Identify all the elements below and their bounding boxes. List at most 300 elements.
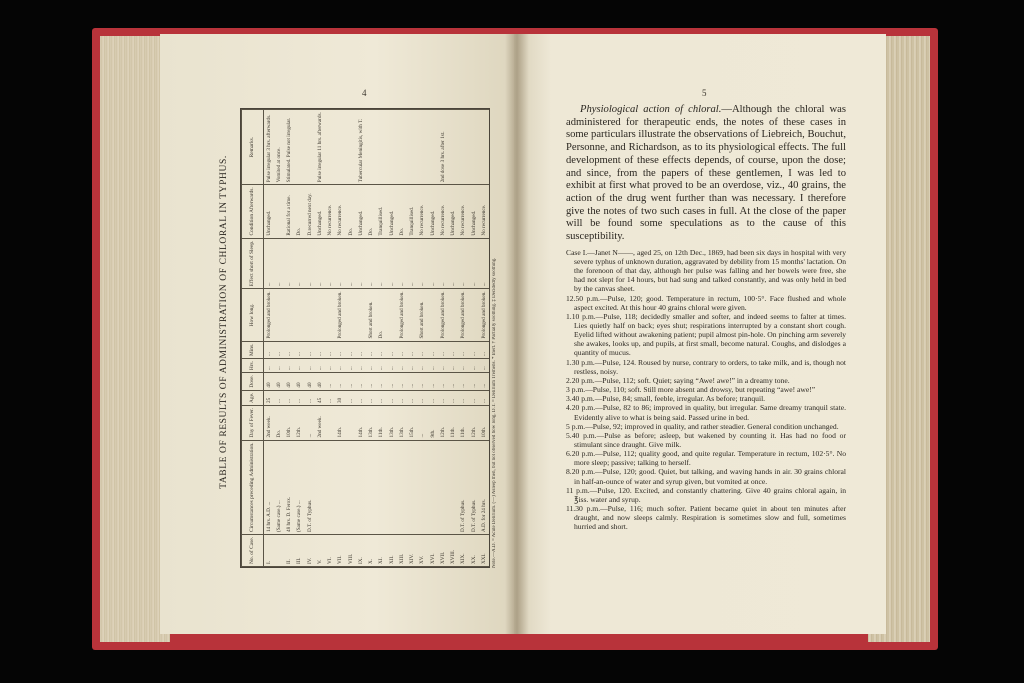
table-cell bbox=[387, 289, 397, 341]
case-note-entry: 11.30 p.m.—Pulse, 116; much softer. Patient became quiet in about ten minutes after draught, and now sleeps calmly. Respiration is sometimes slow and full, sometimes hurried and short. bbox=[566, 504, 846, 532]
table-cell: Unchanged. bbox=[264, 185, 274, 238]
table-cell bbox=[366, 110, 376, 185]
table-cell: Do. bbox=[274, 405, 284, 440]
table-row bbox=[407, 110, 417, 567]
case-note-entry: 11 p.m.—Pulse, 120. Excited, and constantly chattering. Give 40 grains chloral again, in ℥iss. water and syrup. bbox=[566, 485, 846, 504]
table-cell: 9th. bbox=[428, 405, 438, 440]
table-cell bbox=[397, 110, 407, 185]
table-cell: Prolonged and broken. bbox=[458, 289, 468, 341]
table-cell: Unchanged. bbox=[448, 185, 458, 238]
table-cell bbox=[448, 289, 458, 341]
results-table bbox=[240, 108, 490, 568]
table-cell bbox=[294, 110, 304, 185]
table-cell: ... bbox=[458, 238, 468, 289]
table-cell bbox=[305, 110, 315, 185]
table-cell: Short and broken. bbox=[417, 289, 427, 341]
table-cell: ... bbox=[335, 359, 345, 373]
table-cell: ... bbox=[448, 341, 458, 358]
table-cell: ... bbox=[479, 238, 489, 289]
table-cell bbox=[284, 289, 294, 341]
table-cell: ... bbox=[366, 359, 376, 373]
table-cell: ... bbox=[284, 238, 294, 289]
table-cell bbox=[376, 110, 386, 185]
table-row bbox=[294, 110, 304, 567]
table-body bbox=[264, 110, 490, 567]
table-cell: ... bbox=[264, 238, 274, 289]
case-note-entry: 5.40 p.m.—Pulse as before; asleep, but wakened by counting it. Has had no food or stimulant since draught. Give milk. bbox=[566, 430, 846, 450]
table-cell: ... bbox=[305, 390, 315, 405]
table-cell bbox=[274, 185, 284, 238]
table-cell: 14 hrs. A.D. ... bbox=[264, 440, 274, 535]
table-cell: XXI. bbox=[479, 535, 489, 567]
table-cell bbox=[479, 110, 489, 185]
table-header-cell: No. of Case. bbox=[242, 535, 264, 567]
table-cell: ... bbox=[387, 359, 397, 373]
table-cell: ... bbox=[407, 341, 417, 358]
table-cell bbox=[315, 289, 325, 341]
table-cell bbox=[346, 405, 356, 440]
table-cell: 25 bbox=[264, 390, 274, 405]
table-cell: D.T. of Typhus. bbox=[458, 440, 468, 535]
table-cell: ... bbox=[417, 359, 427, 373]
table-cell: ... bbox=[315, 341, 325, 358]
table-cell bbox=[305, 289, 315, 341]
table-cell: 2nd week. bbox=[315, 405, 325, 440]
table-cell: 40 bbox=[284, 373, 294, 390]
table-cell: 40 bbox=[264, 373, 274, 390]
table-cell bbox=[469, 110, 479, 185]
case-note-entry: 8.20 p.m.—Pulse, 120; good. Quiet, but talking, and waving hands in air. 30 grains chloral in half-an-ounce of water and syrup given, but vomited at once. bbox=[566, 467, 846, 486]
results-table-container bbox=[240, 108, 490, 568]
table-cell: ... bbox=[417, 341, 427, 358]
table-cell: ... bbox=[376, 359, 386, 373]
table-cell: 2nd week. bbox=[264, 405, 274, 440]
table-cell: Do. bbox=[376, 289, 386, 341]
table-cell: ... bbox=[438, 359, 448, 373]
table-cell: 45 bbox=[315, 390, 325, 405]
table-row bbox=[469, 110, 479, 567]
table-cell: ... bbox=[458, 359, 468, 373]
table-cell bbox=[458, 110, 468, 185]
table-cell: 10th. bbox=[284, 405, 294, 440]
table-cell: ... bbox=[397, 373, 407, 390]
table-cell: ... bbox=[335, 238, 345, 289]
table-cell: ... bbox=[376, 341, 386, 358]
table-header-cell: Condition Afterwards. bbox=[242, 185, 264, 238]
table-cell: ... bbox=[346, 238, 356, 289]
table-cell: ... bbox=[315, 359, 325, 373]
table-cell: 2nd dose 3 hrs. after 1st. bbox=[438, 110, 448, 185]
table-cell: 10th. bbox=[479, 405, 489, 440]
table-cell: 11th. bbox=[448, 405, 458, 440]
table-cell: XVI. bbox=[428, 535, 438, 567]
table-cell: ... bbox=[305, 359, 315, 373]
table-header-cell: Circumstances preceding Administration. bbox=[242, 440, 264, 535]
table-cell bbox=[315, 440, 325, 535]
table-cell: ... bbox=[346, 390, 356, 405]
table-row bbox=[438, 110, 448, 567]
table-cell: Stimulated. Pulse not irregular. bbox=[284, 110, 294, 185]
case-notes bbox=[566, 248, 846, 532]
case-note-entry: 3.40 p.m.—Pulse, 84; small, feeble, irregular. As before; tranquil. bbox=[566, 394, 766, 404]
table-cell: 13th. bbox=[366, 405, 376, 440]
table-cell: 12th. bbox=[469, 405, 479, 440]
table-cell: ... bbox=[387, 238, 397, 289]
table-cell: ... bbox=[356, 373, 366, 390]
table-header-cell: Remarks. bbox=[242, 110, 264, 185]
table-cell: VIII. bbox=[346, 535, 356, 567]
table-cell: V. bbox=[315, 535, 325, 567]
table-header-cell: Mins. bbox=[242, 341, 264, 358]
table-cell bbox=[428, 110, 438, 185]
table-cell bbox=[335, 110, 345, 185]
table-cell: 12th. bbox=[294, 405, 304, 440]
table-cell: XIV. bbox=[407, 535, 417, 567]
table-cell: ... bbox=[284, 359, 294, 373]
table-cell: ... bbox=[479, 359, 489, 373]
table-cell: ... bbox=[305, 405, 315, 440]
table-row bbox=[397, 110, 407, 567]
table-cell: Rational for a time. bbox=[284, 185, 294, 238]
table-cell bbox=[387, 440, 397, 535]
table-cell bbox=[356, 289, 366, 341]
table-cell: ... bbox=[376, 390, 386, 405]
table-cell: No recurrence. bbox=[479, 185, 489, 238]
table-row bbox=[305, 110, 315, 567]
table-cell: ... bbox=[387, 373, 397, 390]
table-cell: ... bbox=[428, 238, 438, 289]
table-cell: ... bbox=[428, 359, 438, 373]
page-number-right: 5 bbox=[702, 88, 707, 98]
table-cell bbox=[325, 405, 335, 440]
table-cell: ... bbox=[325, 373, 335, 390]
table-cell: I. bbox=[264, 535, 274, 567]
table-cell: ... bbox=[335, 373, 345, 390]
table-cell: XIII. bbox=[397, 535, 407, 567]
table-cell bbox=[366, 440, 376, 535]
table-cell: ... bbox=[479, 373, 489, 390]
table-cell: ... bbox=[407, 359, 417, 373]
table-cell: Do. bbox=[366, 185, 376, 238]
table-cell: Prolonged and broken. bbox=[335, 289, 345, 341]
table-cell: 11th. bbox=[376, 405, 386, 440]
table-cell: ... bbox=[294, 390, 304, 405]
table-cell: ... bbox=[458, 373, 468, 390]
table-cell: ... bbox=[407, 238, 417, 289]
table-cell: ... bbox=[479, 341, 489, 358]
table-cell: ... bbox=[325, 390, 335, 405]
table-title: TABLE OF RESULTS OF ADMINISTRATION OF CHLORAL IN TYPHUS. bbox=[219, 155, 229, 489]
table-cell: Do. bbox=[294, 185, 304, 238]
page-number-left: 4 bbox=[362, 88, 367, 98]
table-row bbox=[335, 110, 345, 567]
table-cell: ... bbox=[469, 238, 479, 289]
intro-paragraph bbox=[566, 104, 846, 244]
table-cell: 14th. bbox=[356, 405, 366, 440]
table-cell: ... bbox=[274, 341, 284, 358]
table-cell: ... bbox=[428, 390, 438, 405]
table-cell: III. bbox=[294, 535, 304, 567]
table-row bbox=[284, 110, 294, 567]
table-cell: ... bbox=[274, 359, 284, 373]
table-cell: Unchanged. bbox=[469, 185, 479, 238]
table-cell: IV. bbox=[305, 535, 315, 567]
table-cell: X. bbox=[366, 535, 376, 567]
table-cell: ... bbox=[397, 341, 407, 358]
table-cell: ... bbox=[438, 341, 448, 358]
table-cell: ... bbox=[438, 390, 448, 405]
table-cell: ... bbox=[294, 341, 304, 358]
table-cell bbox=[407, 289, 417, 341]
table-cell: ... bbox=[366, 390, 376, 405]
table-cell: ... bbox=[366, 341, 376, 358]
table-cell: XVIII. bbox=[448, 535, 458, 567]
table-cell: Prolonged and broken. bbox=[479, 289, 489, 341]
table-cell bbox=[346, 289, 356, 341]
table-cell: D.T. of Typhus. bbox=[305, 440, 315, 535]
table-row bbox=[479, 110, 489, 567]
table-cell: 14th. bbox=[335, 405, 345, 440]
table-cell: Vomited at once. bbox=[274, 110, 284, 185]
table-cell: ... bbox=[417, 405, 427, 440]
table-cell: ... bbox=[346, 359, 356, 373]
table-row bbox=[417, 110, 427, 567]
table-cell: Pulse irregular 11 hrs. afterwards. bbox=[315, 110, 325, 185]
table-cell: ... bbox=[407, 390, 417, 405]
table-cell: ... bbox=[274, 238, 284, 289]
table-cell: ... bbox=[448, 359, 458, 373]
table-note bbox=[492, 108, 500, 568]
table-cell: D.recurred next day. bbox=[305, 185, 315, 238]
table-cell: ... bbox=[346, 373, 356, 390]
table-cell: II. bbox=[284, 535, 294, 567]
case-note-entry: 1.10 p.m.—Pulse, 118; decidedly smaller and softer, and indeed seems to falter at times. Lies quietly half on back; eyes shut; respirations interrupted by a constant short cough. Eyelid lifted without awakening patient; pupil almost pin-hole. On pinching arm severely she awakes, looks up, and pupils, at first small, become natural. Coughs, and dislodges a quantity of mucus. bbox=[566, 311, 846, 358]
table-cell: ... bbox=[294, 359, 304, 373]
table-cell: Short and broken. bbox=[366, 289, 376, 341]
book-gutter bbox=[505, 34, 529, 634]
table-cell: ... bbox=[469, 341, 479, 358]
table-row bbox=[428, 110, 438, 567]
table-cell: 13th. bbox=[397, 405, 407, 440]
table-row bbox=[376, 110, 386, 567]
table-row bbox=[387, 110, 397, 567]
table-cell: D.T. of Typhus. bbox=[469, 440, 479, 535]
table-cell: ... bbox=[356, 238, 366, 289]
table-cell: ... bbox=[397, 390, 407, 405]
table-cell: ... bbox=[458, 341, 468, 358]
table-cell: No recurrence. bbox=[458, 185, 468, 238]
table-cell bbox=[407, 440, 417, 535]
table-cell: ... bbox=[397, 359, 407, 373]
table-cell: ... bbox=[448, 238, 458, 289]
table-cell: VII. bbox=[335, 535, 345, 567]
table-cell: 40 bbox=[274, 373, 284, 390]
table-cell: 13th. bbox=[387, 405, 397, 440]
table-cell: No recurrence. bbox=[325, 185, 335, 238]
table-cell: Prolonged and broken. bbox=[264, 289, 274, 341]
table-cell: XX. bbox=[469, 535, 479, 567]
table-cell: ... bbox=[356, 359, 366, 373]
table-header-cell: How long. bbox=[242, 289, 264, 341]
table-cell bbox=[397, 440, 407, 535]
table-cell: ... bbox=[305, 238, 315, 289]
table-cell: Prolonged and broken. bbox=[438, 289, 448, 341]
table-row bbox=[356, 110, 366, 567]
table-cell: ... bbox=[376, 373, 386, 390]
table-cell bbox=[387, 110, 397, 185]
case-note-entry: 5 p.m.—Pulse, 92; improved in quality, and rather steadier. General condition unchanged. bbox=[566, 421, 839, 431]
section-lead: Physiological action of chloral. bbox=[580, 104, 722, 115]
table-cell: ... bbox=[417, 390, 427, 405]
table-row bbox=[264, 110, 274, 567]
table-cell bbox=[428, 289, 438, 341]
table-cell: XVII. bbox=[438, 535, 448, 567]
table-cell bbox=[448, 440, 458, 535]
table-cell: ... bbox=[479, 390, 489, 405]
table-cell: 40 bbox=[315, 373, 325, 390]
table-cell bbox=[274, 535, 284, 567]
table-cell: Do. bbox=[397, 185, 407, 238]
table-cell: (Same case.) ... bbox=[274, 440, 284, 535]
table-cell: ... bbox=[448, 373, 458, 390]
table-cell bbox=[417, 440, 427, 535]
case-note-entry: Case I.—Janet N——, aged 25, on 12th Dec., 1869, had been six days in hospital with very severe typhus of unknown duration, aggravated by debility from 15 months' lactation. On the forenoon of that day, although her pulse was falling and her bowels were free, she had not slept for 14 hours, but had sung and talked constantly, and was only held in bed by the canvas sheet. bbox=[566, 247, 846, 294]
table-cell bbox=[376, 440, 386, 535]
table-cell: No recurrence. bbox=[335, 185, 345, 238]
case-note-entry: 1.30 p.m.—Pulse, 124. Roused by nurse, contrary to orders, to take milk, and is, though not restless, noisy. bbox=[566, 357, 846, 376]
table-cell: ... bbox=[428, 341, 438, 358]
table-header-cell: Dose. bbox=[242, 373, 264, 390]
table-cell: ... bbox=[397, 238, 407, 289]
intro-paragraph-text: —Although the chloral was administered for therapeutic ends, the notes of these cases in some particulars illustrate the observations of Liebreich, Bouchut, Personne, and Richardson, as to its physiological effects. The full development of these effects depends, of course, upon the dose; and since, from the papers of these gentlemen, I was led to exhibit at first what proved to be an overdose, viz., 40 grains, the action of the drug went further than was necessary. I therefore give the notes of two such cases in full. At the close of the paper will be found some speculations as to the cause of this susceptibility. bbox=[566, 104, 846, 243]
table-cell bbox=[469, 289, 479, 341]
table-cell bbox=[356, 440, 366, 535]
table-cell: Unchanged. bbox=[315, 185, 325, 238]
table-cell: 15th. bbox=[407, 405, 417, 440]
table-cell bbox=[346, 440, 356, 535]
table-cell: Tranquillised. bbox=[376, 185, 386, 238]
table-cell: ... bbox=[264, 341, 274, 358]
table-cell bbox=[325, 110, 335, 185]
case-note-entry: 2.20 p.m.—Pulse, 112; soft. Quiet; saying “Awe! awe!” in a dreamy tone. bbox=[566, 375, 790, 385]
case-note-entry: 6.20 p.m.—Pulse, 112; quality good, and quite regular. Temperature in rectum, 102·5°. No more sleep; passive; talking to herself. bbox=[566, 449, 846, 468]
table-cell: 48 hrs. D. Ferox. bbox=[284, 440, 294, 535]
table-cell bbox=[274, 289, 284, 341]
table-cell: ... bbox=[438, 238, 448, 289]
right-page-text bbox=[566, 104, 846, 532]
table-cell: Tubercular Meningitis, with T. bbox=[356, 110, 366, 185]
table-cell: ... bbox=[469, 390, 479, 405]
case-note-entry: 12.50 p.m.—Pulse, 120; good. Temperature in rectum, 100·5°. Face flushed and whole aspect excited. At this hour 40 grains chloral were given. bbox=[566, 293, 846, 312]
table-row bbox=[448, 110, 458, 567]
table-cell: ... bbox=[469, 373, 479, 390]
table-cell bbox=[294, 289, 304, 341]
table-cell bbox=[346, 110, 356, 185]
table-cell: ... bbox=[458, 390, 468, 405]
table-cell: ... bbox=[407, 373, 417, 390]
table-cell: ... bbox=[305, 341, 315, 358]
table-cell bbox=[438, 440, 448, 535]
table-header-cell: Hrs. bbox=[242, 359, 264, 373]
table-cell: ... bbox=[346, 341, 356, 358]
table-cell: ... bbox=[366, 238, 376, 289]
table-cell: ... bbox=[428, 373, 438, 390]
table-cell: 40 bbox=[305, 373, 315, 390]
table-cell: ... bbox=[469, 359, 479, 373]
table-header-cell: Day of Fever. bbox=[242, 405, 264, 440]
table-cell: IX. bbox=[356, 535, 366, 567]
table-cell: Pulse irregular 3 hrs. afterwards. bbox=[264, 110, 274, 185]
table-cell: ... bbox=[294, 238, 304, 289]
table-cell: ... bbox=[284, 341, 294, 358]
table-cell: No recurrence. bbox=[417, 185, 427, 238]
table-cell: ... bbox=[387, 390, 397, 405]
table-cell: ... bbox=[274, 390, 284, 405]
table-cell: ... bbox=[356, 341, 366, 358]
table-cell: ... bbox=[356, 390, 366, 405]
table-cell: ... bbox=[387, 341, 397, 358]
table-cell: ... bbox=[315, 238, 325, 289]
table-cell: Do. bbox=[346, 185, 356, 238]
table-cell: XI. bbox=[376, 535, 386, 567]
table-cell bbox=[325, 440, 335, 535]
table-cell: VI. bbox=[325, 535, 335, 567]
table-cell: XV. bbox=[417, 535, 427, 567]
table-cell: ... bbox=[448, 390, 458, 405]
case-note-entry: 3 p.m.—Pulse, 110; soft. Still more absent and drowsy, but repeating “awe! awe!” bbox=[566, 385, 816, 395]
table-cell bbox=[448, 110, 458, 185]
table-cell: ... bbox=[438, 373, 448, 390]
table-cell bbox=[325, 289, 335, 341]
table-cell: Tranquillised. bbox=[407, 185, 417, 238]
table-cell: XII. bbox=[387, 535, 397, 567]
table-cell bbox=[428, 440, 438, 535]
table-cell: ... bbox=[325, 359, 335, 373]
table-cell: ... bbox=[335, 341, 345, 358]
table-cell: A.D. for 24 hrs. bbox=[479, 440, 489, 535]
table-note-text: Note.—A.D. = Acute Delirium. (—) Asleep then, but not observed how long. D.T. = Delirium Tremens. * Inert. † Partially soothing. ‡ Decidedly soothing. bbox=[492, 257, 497, 568]
table-cell: Prolonged and broken. bbox=[397, 289, 407, 341]
table-cell: ... bbox=[417, 373, 427, 390]
table-cell: XIX. bbox=[458, 535, 468, 567]
table-header-row bbox=[242, 110, 264, 567]
table-cell: ... bbox=[264, 359, 274, 373]
table-cell: 40 bbox=[294, 373, 304, 390]
table-header-cell: Effect short of Sleep. bbox=[242, 238, 264, 289]
table-cell: 30 bbox=[335, 390, 345, 405]
table-cell: ... bbox=[284, 390, 294, 405]
table-cell bbox=[417, 110, 427, 185]
case-note-entry: 4.20 p.m.—Pulse, 82 to 86; improved in quality, but irregular. Same dreamy tranquil state. Evidently alive to what is being said. Passed urine in bed. bbox=[566, 403, 846, 422]
table-cell: ... bbox=[325, 238, 335, 289]
table-row bbox=[366, 110, 376, 567]
table-cell: ... bbox=[417, 238, 427, 289]
table-row bbox=[274, 110, 284, 567]
table-cell: ... bbox=[376, 238, 386, 289]
table-row bbox=[346, 110, 356, 567]
table-header-cell: Age. bbox=[242, 390, 264, 405]
table-row bbox=[458, 110, 468, 567]
table-cell: Unchanged. bbox=[428, 185, 438, 238]
table-cell: ... bbox=[366, 373, 376, 390]
table-cell: ... bbox=[325, 341, 335, 358]
table-cell bbox=[335, 440, 345, 535]
table-row bbox=[325, 110, 335, 567]
table-cell: Unchanged. bbox=[387, 185, 397, 238]
table-cell: 12th. bbox=[438, 405, 448, 440]
table-cell: (Same case.) ... bbox=[294, 440, 304, 535]
table-cell: Unchanged. bbox=[356, 185, 366, 238]
